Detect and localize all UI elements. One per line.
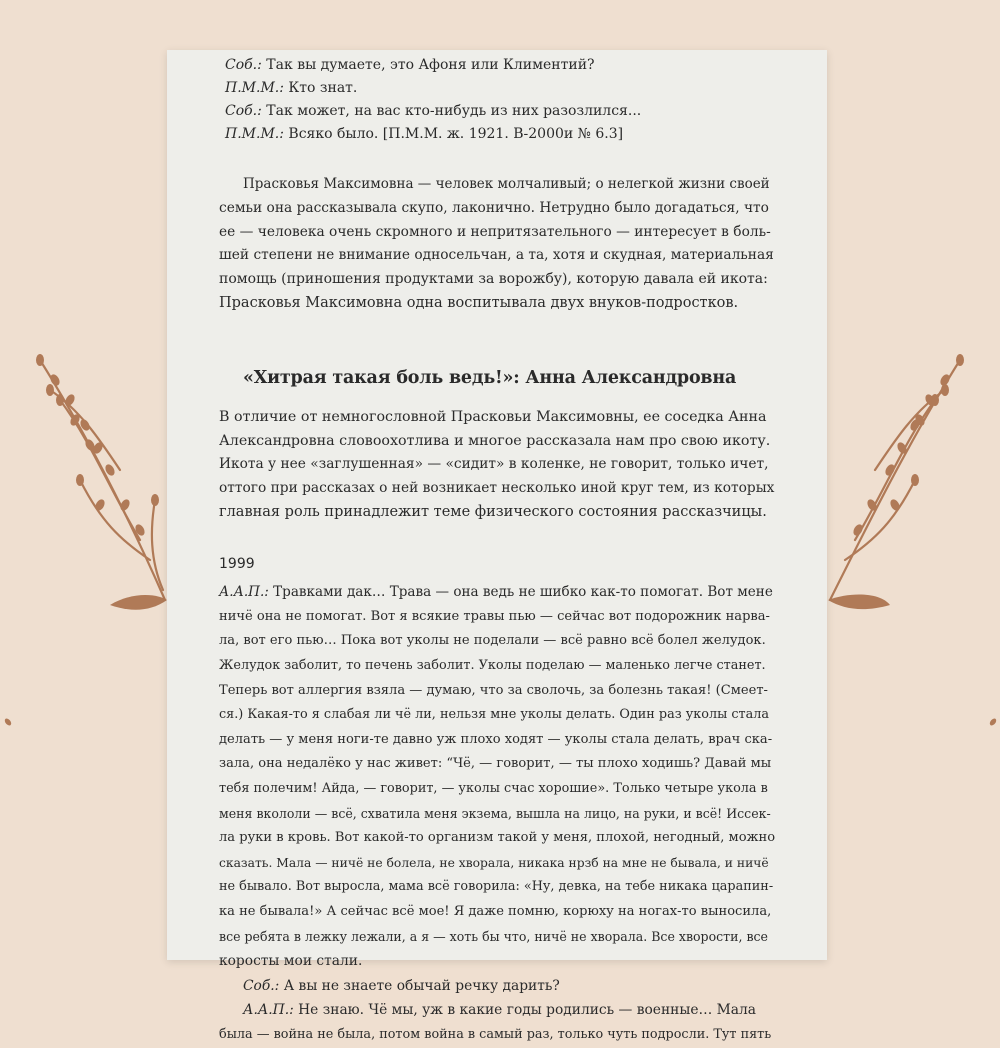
paragraph-anna [219,406,775,525]
dialog-text: Всяко было. [П.М.М. ж. 1921. В-2000и № 6.3] [283,126,624,142]
interview-line: ла, вот его пью… Пока вот уколы не поделали — всё равно всё болел желудок. [219,633,766,649]
speaker-label: А.А.П.: [243,1002,294,1019]
interview-line: была — война не была, потом война в самый раз, только чуть подросли. Тут пять [219,1026,772,1042]
text-line: семьи она рассказывала скупо, лаконично. Нетрудно было догадаться, что [219,199,769,216]
text-line: ее — человека очень скромного и непритязательного — интересует в боль- [219,223,771,240]
page-content [219,54,776,1048]
interview-line: не бывало. Вот выросла, мама всё говорила: «Ну, девка, на тебе никака царапин- [219,879,774,895]
text-line: главная роль принадлежит теме физического состояния рассказчицы. [219,503,767,520]
text-line: В отличие от немногословной Прасковьи Максимовны, ее соседка Анна [219,408,767,425]
interview-line: делать — у меня ноги-те давно уж плохо ходят — уколы стала делать, врач ска- [219,731,773,747]
interview-line: меня вкололи — всё, схватила меня экзема, вышла на лицо, на руки, и всё! Иссек- [219,805,771,821]
book-page [167,50,827,1042]
dialog-text: Так вы думаете, это Афоня или Климентий? [261,57,595,73]
section-heading: «Хитрая такая боль ведь!»: Анна Александровна [243,367,737,388]
text-line: оттого при рассказах о ней возникает несколько иной круг тем, из которых [219,480,775,497]
interview-line: тебя полечим! Айда, — говорит, — уколы счас хорошие». Только четыре укола в [219,781,768,797]
text-line: Прасковья Максимовна — человек молчаливый; о нелегкой жизни своей [243,176,770,192]
interview-line [219,580,773,605]
dialog-block [219,54,769,146]
interview-line: Теперь вот аллергия взяла — думаю, что за сволочь, за болезнь такая! (Смеет- [219,682,768,698]
interview-line: ся.) Какая-то я слабая ли чё ли, нельзя мне уколы делать. Один раз уколы стала [219,707,770,723]
speaker-label: П.М.М.: [225,80,284,96]
dialog-line [219,100,769,123]
text-line: помощь (приношения продуктами за ворожбу), которую давала ей икота: [219,271,768,288]
dialog-text: Так может, на вас кто-нибудь из них разозлился... [261,103,642,119]
interview-line [219,974,769,999]
speaker-label: П.М.М.: [225,126,284,142]
interview-text: Травками дак… Трава — она ведь не шибко как-то помогат. Вот мене [268,584,773,601]
interview-line: Желудок заболит, то печень заболит. Уколы поделаю — маленько легче станет. [219,658,766,674]
dialog-line [219,123,769,146]
interview-line: ла руки в кровь. Вот какой-то организм такой у меня, плохой, негодный, можно [219,830,776,846]
speaker-label: А.А.П.: [219,584,269,601]
year-label: 1999 [219,555,255,572]
interview-line [219,998,769,1023]
interview-text: А вы не знаете обычай речку дарить? [279,977,560,994]
interview-line: зала, она недалёко у нас живет: “Чё, — говорит, — ты плохо ходишь? Давай мы [219,756,772,772]
text-line: Александровна словоохотлива и многое рассказала нам про свою икоту. [219,432,771,449]
interview-line: ничё она не помогат. Вот я всякие травы пью — сейчас вот подорожник нарва- [219,608,770,624]
interview-line: ка не бывала!» А сейчас всё мое! Я даже помню, корюху на ногах-то выносила, [219,903,772,919]
interview-text: Не знаю. Чё мы, уж в какие годы родились — военные… Мала [293,1002,757,1019]
interview-line: коросты мои стали. [219,953,363,970]
interview-block [219,580,776,1047]
dialog-text: Кто знат. [283,80,358,96]
text-line: Прасковья Максимовна одна воспитывала двух внуков-подростков. [219,294,739,311]
interview-line: все ребята в лежку лежали, а я — хоть бы что, ничё не хворала. Все хворости, все [219,928,768,944]
dialog-line [219,54,769,77]
paragraph-praskovya [219,173,774,316]
text-line: Икота у нее «заглушенная» — «сидит» в коленке, не говорит, только ичет, [219,456,769,473]
speaker-label: Соб.: [225,103,262,119]
speaker-label: Соб.: [243,977,280,994]
text-line: шей степени не внимание односельчан, а та, хотя и скудная, материальная [219,247,774,264]
speaker-label: Соб.: [225,57,262,73]
interview-line: сказать. Мала — ничё не болела, не хворала, никака нрзб на мне не бывала, и ничё [219,855,769,870]
dialog-line [219,77,769,100]
